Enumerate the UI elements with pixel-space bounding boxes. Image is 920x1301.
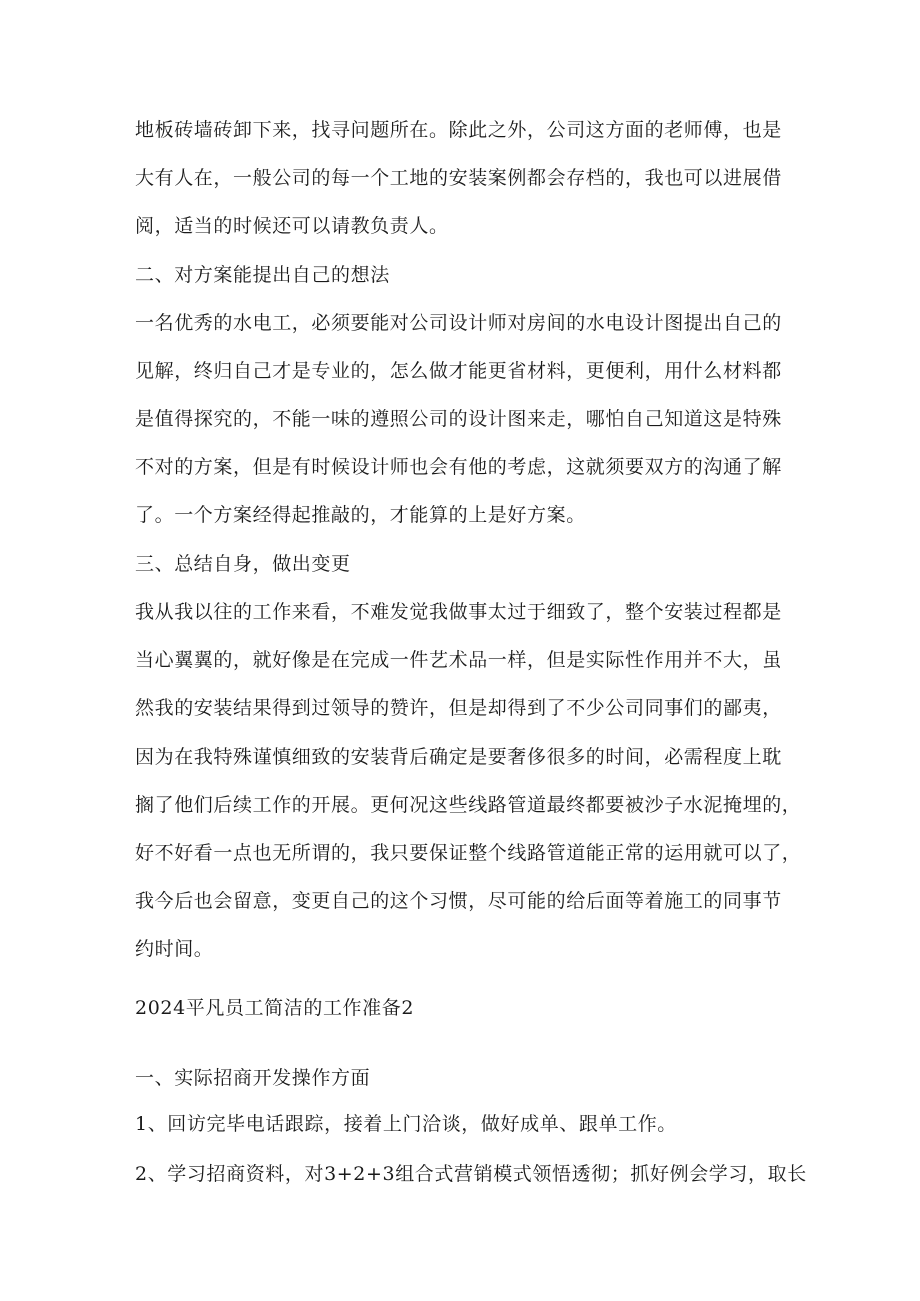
paragraph-line: 一名优秀的水电工，必须要能对公司设计师对房间的水电设计图提出自己的	[135, 312, 782, 334]
paragraph-line: 见解，终归自己才是专业的，怎么做才能更省材料，更便利，用什么材料都	[135, 360, 782, 382]
section-heading: 三、总结自身，做出变更	[135, 553, 351, 575]
paragraph-line: 当心翼翼的，就好像是在完成一件艺术品一样，但是实际性作用并不大，虽	[135, 649, 782, 671]
paragraph-line: 因为在我特殊谨慎细致的安装背后确定是要奢侈很多的时间，必需程度上耽	[135, 746, 782, 768]
paragraph-line: 阅，适当的时候还可以请教负责人。	[135, 215, 449, 237]
paragraph-line: 我从我以往的工作来看，不难发觉我做事太过于细致了，整个安装过程都是	[135, 601, 782, 623]
document-title: 2024平凡员工简洁的工作准备2	[135, 997, 415, 1019]
paragraph-line: 地板砖墙砖卸下来，找寻问题所在。除此之外，公司这方面的老师傅，也是	[135, 119, 782, 141]
section-heading: 二、对方案能提出自己的想法	[135, 264, 390, 286]
paragraph-line: 不对的方案，但是有时候设计师也会有他的考虑，这就须要双方的沟通了解	[135, 456, 782, 478]
paragraph-line: 搁了他们后续工作的开展。更何况这些线路管道最终都要被沙子水泥掩埋的，	[135, 794, 802, 816]
paragraph-line: 了。一个方案经得起推敲的，才能算的上是好方案。	[135, 504, 586, 526]
paragraph-line: 好不好看一点也无所谓的，我只要保证整个线路管道能正常的运用就可以了，	[135, 842, 802, 864]
paragraph-line: 然我的安装结果得到过领导的赞许，但是却得到了不少公司同事们的鄙夷，	[135, 697, 782, 719]
paragraph-line: 我今后也会留意，变更自己的这个习惯，尽可能的给后面等着施工的同事节	[135, 890, 782, 912]
paragraph-line: 约时间。	[135, 938, 214, 960]
section-heading: 一、实际招商开发操作方面	[135, 1067, 371, 1089]
list-item: 2、学习招商资料，对3+2+3组合式营销模式领悟透彻；抓好例会学习，取长	[135, 1163, 807, 1185]
paragraph-line: 是值得探究的，不能一味的遵照公司的设计图来走，哪怕自己知道这是特殊	[135, 408, 782, 430]
paragraph-line: 大有人在，一般公司的每一个工地的安装案例都会存档的，我也可以进展借	[135, 167, 782, 189]
list-item: 1、回访完毕电话跟踪，接着上门洽谈，做好成单、跟单工作。	[135, 1113, 677, 1135]
